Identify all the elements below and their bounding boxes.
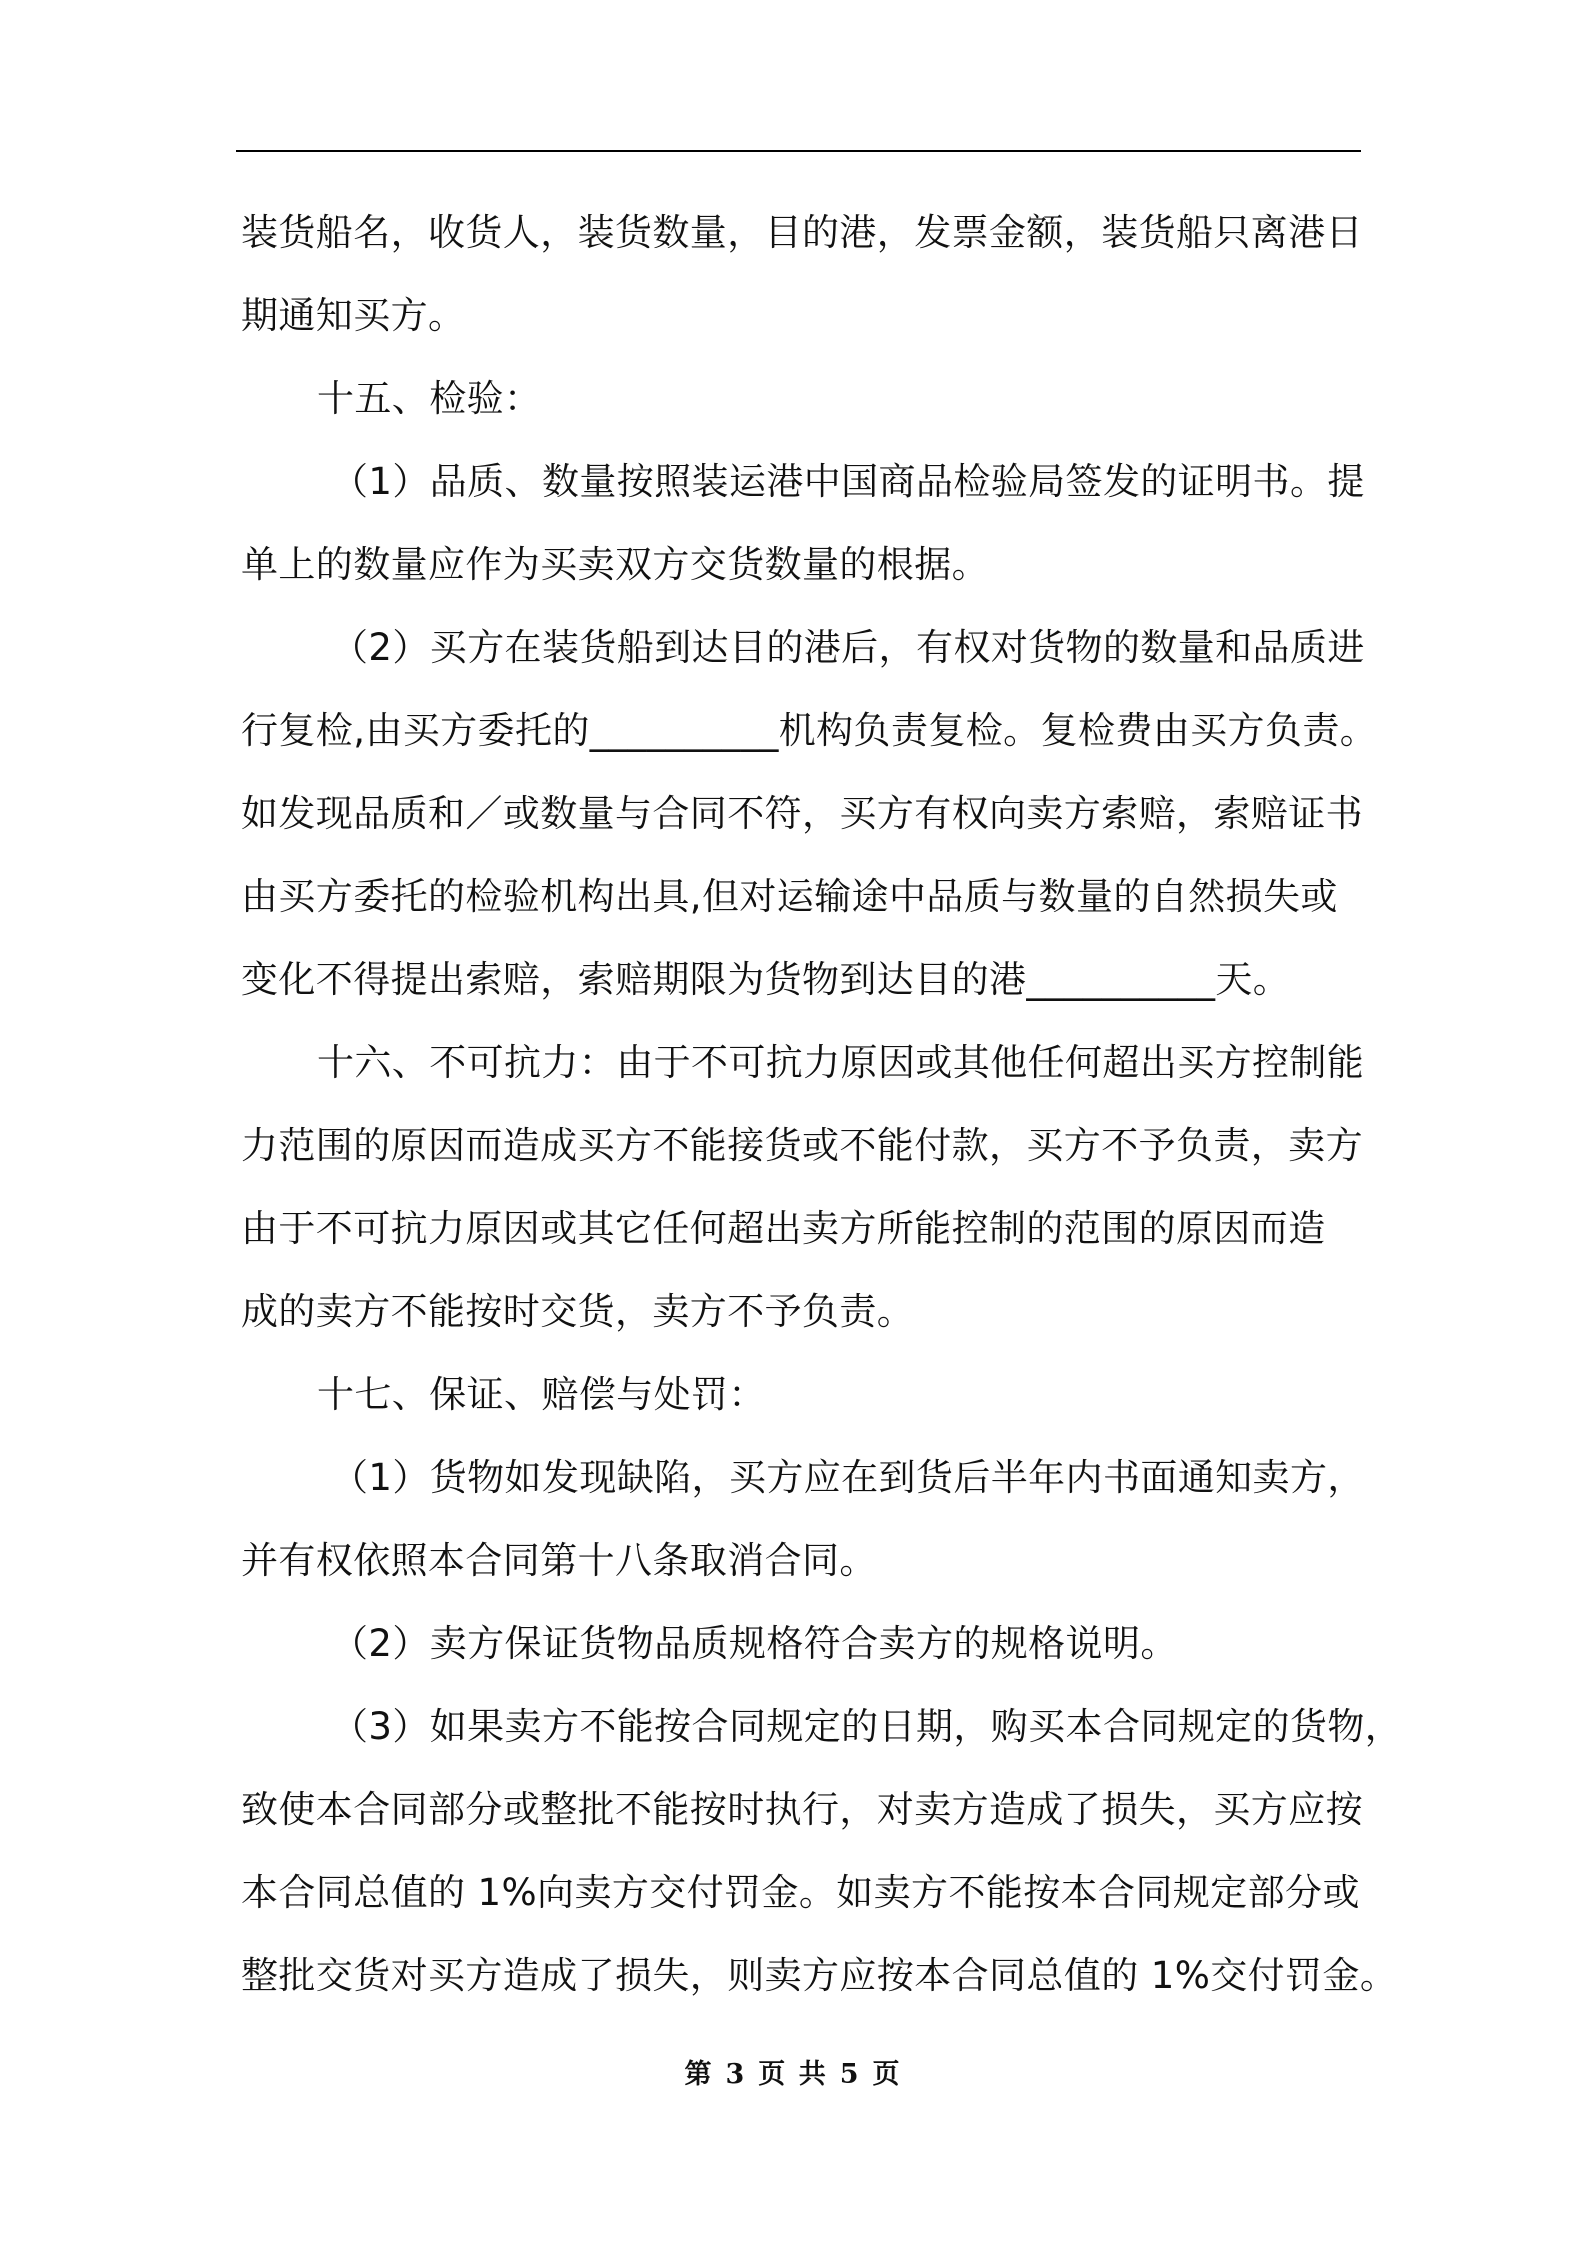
page-footer: [0, 2052, 1586, 2091]
footer-middle: 页 共: [758, 2059, 828, 2090]
text-line: 力范围的原因而造成买方不能接货或不能付款，买方不予负责，卖方: [241, 1124, 1363, 1167]
text-line: 成的卖方不能按时交货，卖方不予负责。: [241, 1290, 915, 1333]
text-line: 本合同总值的 1%向卖方交付罚金。如卖方不能按本合同规定部分或: [241, 1871, 1360, 1914]
text-line: （2）卖方保证货物品质规格符合卖方的规格说明。: [331, 1622, 1178, 1665]
text-line: 如发现品质和／或数量与合同不符，买方有权向卖方索赔，索赔证书: [241, 792, 1363, 835]
text-line: （2）买方在装货船到达目的港后，有权对货物的数量和品质进: [331, 626, 1365, 669]
text-line: 装货船名，收货人，装货数量，目的港，发票金额，装货船只离港日: [241, 211, 1363, 254]
document-body: [241, 191, 1403, 2017]
text-line: （1）品质、数量按照装运港中国商品检验局签发的证明书。提: [331, 460, 1365, 503]
section-heading-15: 十五、检验：: [317, 377, 542, 420]
section-heading-16: 十六、不可抗力：由于不可抗力原因或其他任何超出买方控制能: [317, 1041, 1365, 1084]
section-heading-17: 十七、保证、赔偿与处罚：: [317, 1373, 766, 1416]
text-line: 整批交货对买方造成了损失，则卖方应按本合同总值的 1%交付罚金。: [241, 1954, 1398, 1997]
text-line: 由于不可抗力原因或其它任何超出卖方所能控制的范围的原因而造: [241, 1207, 1326, 1250]
text-line: （3）如果卖方不能按合同规定的日期，购买本合同规定的货物，: [331, 1705, 1403, 1748]
text-line: （1）货物如发现缺陷，买方应在到货后半年内书面通知卖方，: [331, 1456, 1365, 1499]
footer-suffix: 页: [872, 2059, 902, 2090]
header-rule: [236, 150, 1361, 152]
page-number: 3: [725, 2059, 747, 2090]
page-total: 5: [839, 2059, 861, 2090]
text-line: 并有权依照本合同第十八条取消合同。: [241, 1539, 877, 1582]
text-line: 变化不得提出索赔，索赔期限为货物到达目的港__________天。: [241, 958, 1291, 1001]
text-line: 单上的数量应作为买卖双方交货数量的根据。: [241, 543, 989, 586]
text-line: 行复检,由买方委托的__________机构负责复检。复检费由买方负责。: [241, 709, 1378, 752]
text-line: 致使本合同部分或整批不能按时执行，对卖方造成了损失，买方应按: [241, 1788, 1363, 1831]
footer-prefix: 第: [684, 2059, 714, 2090]
text-line: 期通知买方。: [241, 294, 466, 337]
text-line: 由买方委托的检验机构出具,但对运输途中品质与数量的自然损失或: [241, 875, 1338, 918]
